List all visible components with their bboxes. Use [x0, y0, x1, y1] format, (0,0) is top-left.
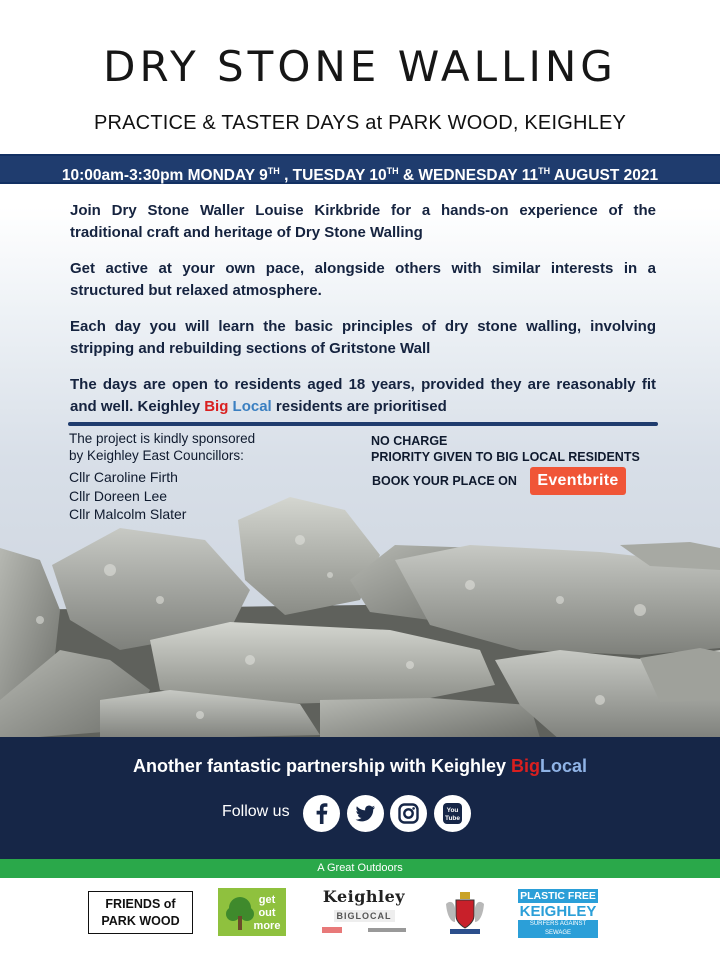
eligibility-paragraph	[70, 374, 656, 418]
intro-paragraph: Join Dry Stone Waller Louise Kirkbride for a hands-on experience of the traditional craft and heritage of Dry Stone Walling	[70, 202, 656, 241]
date-time: 10:00am-3:30pm MONDAY 9	[61, 167, 268, 184]
follow-us-label: Follow us	[222, 803, 290, 820]
councillor-name: Cllr Doreen Lee	[69, 487, 168, 504]
stone	[320, 698, 540, 740]
eligibility-text: The days are open to residents aged 18 years, provided they are reasonably fit and well. Keighley	[70, 376, 656, 415]
svg-text:get: get	[258, 894, 276, 906]
date-sup: TH	[538, 166, 551, 176]
big-local-text: BIGLOCAL	[334, 910, 395, 922]
plastic-keighley-text: KEIGHLEY	[519, 903, 597, 920]
pace-paragraph: Get active at your own pace, alongside others with similar interests in a structured but relaxed atmosphere.	[70, 260, 656, 299]
big-word: Big	[204, 398, 229, 415]
svg-text:Tube: Tube	[444, 815, 461, 822]
keighley-big-local-logo	[316, 888, 412, 940]
twitter-icon[interactable]	[347, 795, 384, 832]
date-bar	[0, 154, 720, 184]
plastic-free-text: PLASTIC FREE	[518, 889, 598, 903]
svg-text:out: out	[258, 907, 276, 919]
no-charge-text: NO CHARGE	[371, 434, 448, 448]
learn-paragraph: Each day you will learn the basic principles of dry stone walling, involving stripping and rebuilding sections of Gritstone Wall	[70, 318, 656, 357]
date-sup: TH	[267, 166, 280, 176]
local-word: Local	[232, 398, 272, 415]
date-sup: TH	[386, 166, 399, 176]
green-banner: A Great Outdoors	[0, 859, 720, 878]
friends-line: FRIENDS of	[105, 897, 176, 911]
partnership-start: Another fantastic partnership with Keighley	[132, 756, 512, 776]
date-part: , TUESDAY 10	[279, 167, 387, 184]
partnership-text	[0, 756, 720, 777]
sponsor-block	[69, 430, 255, 524]
svg-text:You: You	[446, 807, 459, 814]
svg-text:more: more	[253, 920, 281, 932]
local-word: Local	[540, 756, 588, 776]
page-title: DRY STONE WALLING	[103, 42, 617, 91]
council-crest-logo	[442, 888, 488, 936]
plastic-free-keighley-logo	[518, 889, 598, 936]
councillor-name: Cllr Caroline Firth	[69, 469, 178, 485]
friends-of-park-wood-logo	[88, 891, 193, 934]
priority-text: PRIORITY GIVEN TO BIG LOCAL RESIDENTS	[371, 449, 640, 464]
date-part: AUGUST 2021	[550, 167, 659, 184]
booking-info	[371, 434, 640, 465]
keighley-name: Keighley	[322, 887, 406, 906]
councillor-name: Cllr Malcolm Slater	[69, 506, 187, 522]
book-place-text: BOOK YOUR PLACE ON	[372, 474, 517, 488]
big-word: Big	[511, 756, 541, 776]
get-out-more-logo	[218, 888, 286, 936]
subtitle: PRACTICE & TASTER DAYS at PARK WOOD, KEIGHLEY	[93, 112, 627, 134]
eventbrite-button[interactable]: Eventbrite	[530, 467, 626, 495]
date-part: & WEDNESDAY 11	[398, 167, 539, 184]
eligibility-end: residents are prioritised	[271, 398, 447, 415]
friends-line: PARK WOOD	[101, 914, 180, 928]
divider	[68, 422, 658, 426]
surfers-text: SURFERS AGAINST SEWAGE	[518, 920, 598, 938]
sponsor-line: The project is kindly sponsored	[69, 431, 256, 446]
facebook-icon[interactable]	[303, 795, 340, 832]
instagram-icon[interactable]	[390, 795, 427, 832]
youtube-icon[interactable]	[434, 795, 471, 832]
sponsor-line: by Keighley East Councillors:	[69, 448, 244, 463]
